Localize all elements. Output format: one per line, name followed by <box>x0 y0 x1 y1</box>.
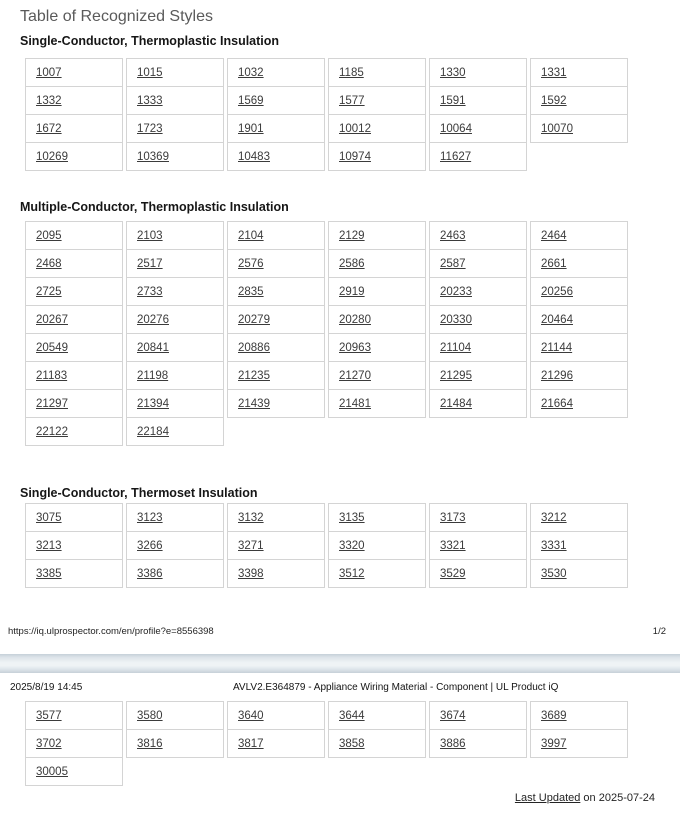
style-link[interactable]: 20549 <box>36 341 68 354</box>
style-cell <box>126 729 224 758</box>
style-cell <box>530 503 628 532</box>
style-link[interactable]: 3529 <box>440 567 466 580</box>
style-link[interactable]: 2129 <box>339 229 365 242</box>
style-cell <box>530 531 628 560</box>
style-link[interactable]: 3580 <box>137 709 163 722</box>
style-link[interactable]: 20886 <box>238 341 270 354</box>
style-cell <box>429 389 527 418</box>
style-link[interactable]: 20280 <box>339 313 371 326</box>
style-cell <box>328 221 426 250</box>
last-updated-line <box>515 792 655 804</box>
style-cell <box>25 305 123 334</box>
style-cell <box>429 305 527 334</box>
table-row <box>25 86 628 115</box>
style-cell <box>25 503 123 532</box>
style-cell <box>328 701 426 730</box>
style-cell <box>25 729 123 758</box>
style-cell <box>25 86 123 115</box>
style-link[interactable]: 3644 <box>339 709 365 722</box>
style-cell <box>328 249 426 278</box>
table-row <box>25 249 628 278</box>
section-heading-single-conductor-thermoset: Single-Conductor, Thermoset Insulation <box>20 486 258 500</box>
style-cell <box>126 142 224 171</box>
last-updated-link[interactable]: Last Updated <box>514 792 581 804</box>
style-link[interactable]: 1015 <box>137 66 163 79</box>
style-link[interactable]: 10369 <box>137 150 169 163</box>
style-link[interactable]: 20841 <box>137 341 169 354</box>
style-cell <box>25 114 123 143</box>
style-link[interactable]: 3816 <box>137 737 163 750</box>
style-link[interactable]: 21394 <box>137 397 169 410</box>
style-cell <box>429 559 527 588</box>
style-cell <box>429 503 527 532</box>
style-link[interactable]: 3123 <box>137 511 163 524</box>
style-link[interactable]: 3530 <box>541 567 567 580</box>
style-cell <box>429 249 527 278</box>
style-link[interactable]: 21664 <box>541 397 573 410</box>
table-row <box>25 58 628 87</box>
style-link[interactable]: 21235 <box>238 369 270 382</box>
style-cell <box>429 142 527 171</box>
style-link[interactable]: 20267 <box>36 313 68 326</box>
style-link[interactable]: 3271 <box>238 539 264 552</box>
style-link[interactable]: 21484 <box>440 397 472 410</box>
style-link[interactable]: 2576 <box>238 257 264 270</box>
style-link[interactable]: 3135 <box>339 511 365 524</box>
style-link[interactable]: 20233 <box>440 285 472 298</box>
table-row <box>25 757 628 786</box>
style-cell <box>328 389 426 418</box>
style-cell <box>328 361 426 390</box>
style-cell <box>25 757 123 786</box>
style-link[interactable]: 3817 <box>238 737 264 750</box>
style-cell <box>429 114 527 143</box>
style-link[interactable]: 2919 <box>339 285 365 298</box>
style-link[interactable]: 3702 <box>36 737 62 750</box>
style-link[interactable]: 2586 <box>339 257 365 270</box>
style-link[interactable]: 1007 <box>36 66 62 79</box>
table-row <box>25 333 628 362</box>
style-cell <box>429 701 527 730</box>
style-link[interactable]: 2468 <box>36 257 62 270</box>
style-cell <box>126 503 224 532</box>
style-cell <box>227 729 325 758</box>
style-link[interactable]: 2463 <box>440 229 466 242</box>
section-heading-single-conductor-thermoplastic: Single-Conductor, Thermoplastic Insulation <box>20 34 280 48</box>
style-cell <box>328 277 426 306</box>
style-cell <box>126 531 224 560</box>
style-cell <box>530 729 628 758</box>
style-cell <box>126 277 224 306</box>
styles-table-single-conductor-thermoset <box>25 503 628 588</box>
style-cell <box>530 221 628 250</box>
style-link[interactable]: 21144 <box>541 341 573 354</box>
style-link[interactable]: 1185 <box>339 66 364 79</box>
style-link[interactable]: 3266 <box>137 539 163 552</box>
style-cell <box>530 58 628 87</box>
style-cell <box>227 221 325 250</box>
style-cell <box>429 729 527 758</box>
last-updated-suffix: on <box>580 792 599 804</box>
style-link[interactable]: 3320 <box>339 539 365 552</box>
style-cell <box>429 58 527 87</box>
style-link[interactable]: 1332 <box>36 94 62 107</box>
style-cell <box>227 277 325 306</box>
style-link[interactable]: 21270 <box>339 369 371 382</box>
style-cell <box>227 361 325 390</box>
style-link[interactable]: 1032 <box>238 66 264 79</box>
style-link[interactable]: 21439 <box>238 397 270 410</box>
style-cell <box>126 361 224 390</box>
style-link[interactable]: 2661 <box>541 257 567 270</box>
style-cell <box>126 559 224 588</box>
style-cell <box>126 114 224 143</box>
style-link[interactable]: 3385 <box>36 567 62 580</box>
style-link[interactable]: 3689 <box>541 709 567 722</box>
style-cell <box>328 531 426 560</box>
style-cell <box>530 277 628 306</box>
styles-table-single-conductor-thermoplastic <box>25 58 628 171</box>
style-link[interactable]: 10070 <box>541 122 573 135</box>
style-link[interactable]: 10064 <box>440 122 472 135</box>
style-link[interactable]: 10483 <box>238 150 270 163</box>
table-row <box>25 531 628 560</box>
style-link[interactable]: 21104 <box>440 341 472 354</box>
style-link[interactable]: 21296 <box>541 369 573 382</box>
style-cell <box>328 142 426 171</box>
style-link[interactable]: 22184 <box>137 425 169 438</box>
style-cell <box>25 58 123 87</box>
style-link[interactable]: 2587 <box>440 257 466 270</box>
style-cell <box>25 559 123 588</box>
style-cell <box>530 559 628 588</box>
styles-table-thermoset-continued <box>25 701 628 786</box>
style-cell <box>126 305 224 334</box>
style-cell <box>25 417 123 446</box>
style-cell <box>25 249 123 278</box>
page-break-separator <box>0 654 680 673</box>
style-link[interactable]: 21481 <box>339 397 371 410</box>
table-row <box>25 729 628 758</box>
style-cell <box>429 361 527 390</box>
page-title: Table of Recognized Styles <box>20 8 213 25</box>
table-row <box>25 701 628 730</box>
style-cell <box>227 333 325 362</box>
style-link[interactable]: 3132 <box>238 511 264 524</box>
style-cell <box>227 58 325 87</box>
table-row <box>25 361 628 390</box>
style-link[interactable]: 2103 <box>137 229 163 242</box>
style-cell <box>429 221 527 250</box>
style-cell <box>530 305 628 334</box>
style-link[interactable]: 1672 <box>36 122 62 135</box>
style-cell <box>328 114 426 143</box>
style-link[interactable]: 20963 <box>339 341 371 354</box>
table-row <box>25 503 628 532</box>
page2-header-document-title: AVLV2.E364879 - Appliance Wiring Material - Component | UL Product iQ <box>233 682 559 693</box>
style-cell <box>328 305 426 334</box>
style-link[interactable]: 1331 <box>541 66 567 79</box>
style-link[interactable]: 3075 <box>36 511 62 524</box>
style-cell <box>227 305 325 334</box>
style-link[interactable]: 3321 <box>440 539 466 552</box>
style-cell <box>530 361 628 390</box>
table-row <box>25 305 628 334</box>
style-cell <box>126 389 224 418</box>
style-link[interactable]: 10012 <box>339 122 371 135</box>
style-link[interactable]: 22122 <box>36 425 68 438</box>
style-cell <box>126 701 224 730</box>
style-link[interactable]: 1723 <box>137 122 163 135</box>
table-row <box>25 559 628 588</box>
style-cell <box>328 729 426 758</box>
style-link[interactable]: 1577 <box>339 94 365 107</box>
style-link[interactable]: 3886 <box>440 737 466 750</box>
style-cell <box>429 333 527 362</box>
table-row <box>25 277 628 306</box>
style-cell <box>429 277 527 306</box>
style-link[interactable]: 20279 <box>238 313 270 326</box>
style-link[interactable]: 3577 <box>36 709 62 722</box>
style-cell <box>227 503 325 532</box>
style-cell <box>25 389 123 418</box>
style-link[interactable]: 20464 <box>541 313 573 326</box>
style-link[interactable]: 21183 <box>36 369 68 382</box>
style-link[interactable]: 3640 <box>238 709 264 722</box>
style-link[interactable]: 10974 <box>339 150 371 163</box>
style-cell <box>25 221 123 250</box>
table-row <box>25 389 628 418</box>
section-heading-multiple-conductor-thermoplastic: Multiple-Conductor, Thermoplastic Insulation <box>20 200 289 214</box>
style-cell <box>328 333 426 362</box>
style-link[interactable]: 1569 <box>238 94 264 107</box>
style-link[interactable]: 21198 <box>137 369 169 382</box>
style-cell <box>25 333 123 362</box>
styles-table-multiple-conductor-thermoplastic <box>25 221 628 446</box>
page1-footer-url: https://iq.ulprospector.com/en/profile?e=8556398 <box>8 626 214 637</box>
page1-page-indicator: 1/2 <box>652 626 666 637</box>
style-cell <box>227 559 325 588</box>
style-link[interactable]: 3674 <box>440 709 466 722</box>
table-row <box>25 417 628 446</box>
style-cell <box>126 221 224 250</box>
style-link[interactable]: 2835 <box>238 285 264 298</box>
style-link[interactable]: 1592 <box>541 94 567 107</box>
style-cell <box>227 389 325 418</box>
style-cell <box>328 559 426 588</box>
style-cell <box>25 142 123 171</box>
table-row <box>25 221 628 250</box>
style-link[interactable]: 3512 <box>339 567 365 580</box>
style-cell <box>25 531 123 560</box>
style-link[interactable]: 2095 <box>36 229 62 242</box>
style-cell <box>126 249 224 278</box>
style-cell <box>227 531 325 560</box>
style-link[interactable]: 2725 <box>36 285 62 298</box>
style-cell <box>530 701 628 730</box>
style-cell <box>328 503 426 532</box>
style-link[interactable]: 3398 <box>238 567 264 580</box>
style-cell <box>227 701 325 730</box>
style-link[interactable]: 3331 <box>541 539 567 552</box>
style-cell <box>227 142 325 171</box>
style-cell <box>429 86 527 115</box>
style-link[interactable]: 20330 <box>440 313 472 326</box>
style-cell <box>328 86 426 115</box>
style-cell <box>25 277 123 306</box>
style-cell <box>25 361 123 390</box>
table-row <box>25 114 628 143</box>
style-link[interactable]: 21297 <box>36 397 68 410</box>
style-link[interactable]: 2464 <box>541 229 567 242</box>
style-cell <box>530 86 628 115</box>
style-cell <box>227 249 325 278</box>
style-cell <box>126 333 224 362</box>
style-cell <box>530 389 628 418</box>
style-link[interactable]: 3212 <box>541 511 567 524</box>
style-link[interactable]: 20256 <box>541 285 573 298</box>
style-link[interactable]: 1901 <box>238 122 264 135</box>
style-cell <box>126 58 224 87</box>
style-link[interactable]: 1330 <box>440 66 466 79</box>
style-link[interactable]: 3173 <box>440 511 466 524</box>
style-link[interactable]: 10269 <box>36 150 68 163</box>
style-link[interactable]: 2517 <box>137 257 163 270</box>
style-link[interactable]: 21295 <box>440 369 472 382</box>
table-row <box>25 142 628 171</box>
style-link[interactable]: 3213 <box>36 539 62 552</box>
style-cell <box>227 86 325 115</box>
style-cell <box>429 531 527 560</box>
style-cell <box>126 86 224 115</box>
style-cell <box>530 249 628 278</box>
style-cell <box>126 417 224 446</box>
last-updated-date: 2025-07-24 <box>598 792 655 804</box>
style-cell <box>25 701 123 730</box>
page2-header-datetime: 2025/8/19 14:45 <box>10 682 83 693</box>
style-cell <box>227 114 325 143</box>
style-link[interactable]: 30005 <box>36 765 68 778</box>
style-cell <box>530 114 628 143</box>
style-link[interactable]: 2104 <box>238 229 264 242</box>
style-cell <box>530 333 628 362</box>
style-link[interactable]: 3858 <box>339 737 365 750</box>
style-link[interactable]: 11627 <box>440 150 472 163</box>
style-link[interactable]: 1333 <box>137 94 163 107</box>
style-cell <box>328 58 426 87</box>
style-link[interactable]: 1591 <box>440 94 466 107</box>
style-link[interactable]: 3386 <box>137 567 163 580</box>
style-link[interactable]: 2733 <box>137 285 163 298</box>
style-link[interactable]: 3997 <box>541 737 567 750</box>
style-link[interactable]: 20276 <box>137 313 169 326</box>
